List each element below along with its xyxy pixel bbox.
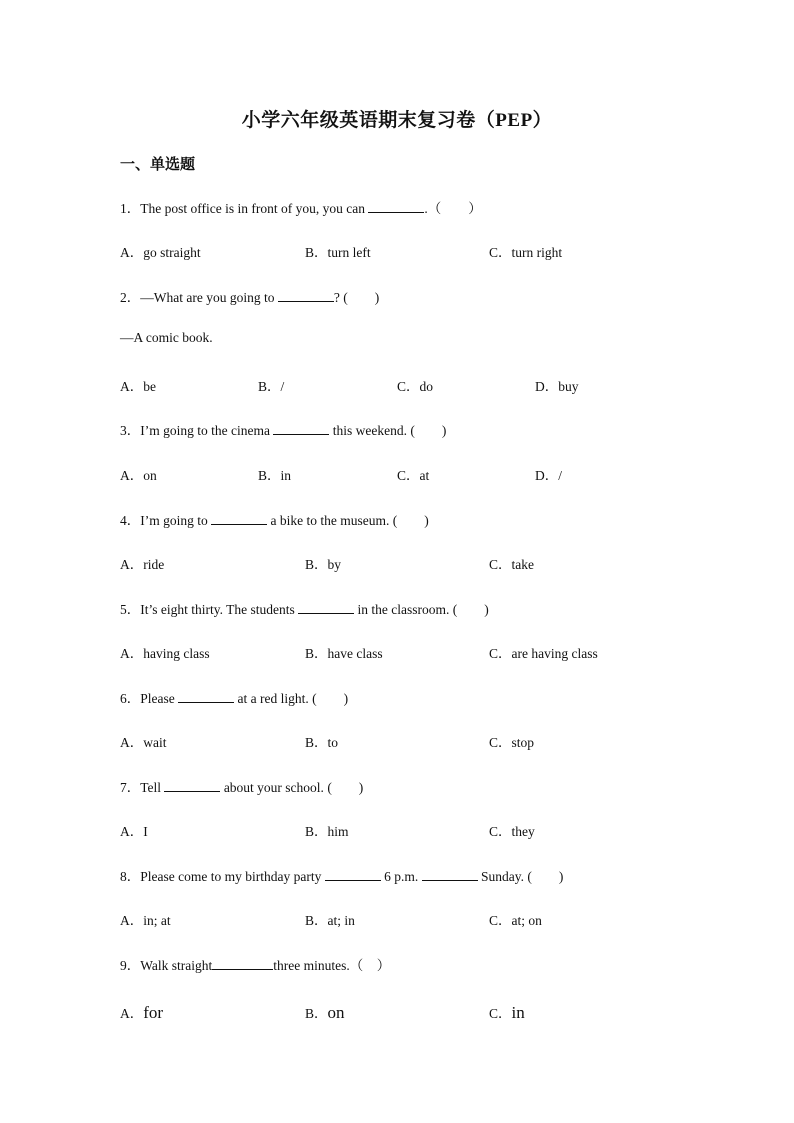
answer-paren[interactable]: ( ) <box>452 602 489 617</box>
answer-blank[interactable] <box>298 601 354 614</box>
option-text: / <box>280 379 285 394</box>
option-letter: D． <box>535 379 559 394</box>
option-letter: A． <box>120 1006 144 1021</box>
question-text-end: this weekend. <box>329 423 411 438</box>
question-text-end: ? <box>333 290 344 305</box>
answer-blank[interactable] <box>368 200 424 213</box>
option-text: buy <box>558 379 579 394</box>
option-letter: B． <box>305 557 328 572</box>
option-letter: C． <box>489 1006 512 1021</box>
answer-paren[interactable]: ( ) <box>312 691 349 706</box>
option-c[interactable] <box>489 731 534 751</box>
option-a[interactable] <box>120 553 164 573</box>
answer-paren[interactable]: ( ) <box>392 513 429 528</box>
option-letter: B． <box>305 735 328 750</box>
option-c[interactable] <box>489 642 598 662</box>
answer-paren[interactable]: （ ） <box>427 201 482 216</box>
answer-blank[interactable] <box>273 422 329 435</box>
question-number: 7． <box>120 780 141 795</box>
option-d[interactable] <box>535 375 579 395</box>
question-text-end: three minutes. <box>273 958 350 973</box>
question-5 <box>120 598 489 618</box>
question-2 <box>120 286 379 306</box>
option-text: him <box>327 824 349 839</box>
option-letter: C． <box>397 468 420 483</box>
option-letter: B． <box>305 1006 328 1021</box>
question-text: The post office is in front of you, you can <box>140 201 369 216</box>
option-c[interactable] <box>489 1002 525 1023</box>
question-text: Tell <box>140 780 165 795</box>
option-b[interactable] <box>258 375 284 395</box>
option-letter: C． <box>489 913 512 928</box>
option-letter: B． <box>305 824 328 839</box>
option-d[interactable] <box>535 464 562 484</box>
option-text: turn left <box>327 245 371 260</box>
option-a[interactable] <box>120 909 171 929</box>
answer-blank[interactable] <box>178 690 234 703</box>
answer-blank[interactable] <box>325 868 381 881</box>
option-letter: C． <box>489 824 512 839</box>
answer-paren[interactable]: ( ) <box>527 869 564 884</box>
answer-paren[interactable]: ( ) <box>327 780 364 795</box>
option-letter: A． <box>120 824 144 839</box>
option-letter: A． <box>120 735 144 750</box>
option-text: take <box>511 557 535 572</box>
option-letter: A． <box>120 245 144 260</box>
option-text: at; in <box>327 913 355 928</box>
question-2-response: —A comic book. <box>120 330 213 345</box>
option-text: they <box>511 824 535 839</box>
option-c[interactable] <box>489 241 562 261</box>
option-text: ride <box>143 557 165 572</box>
option-a[interactable] <box>120 1002 163 1023</box>
question-text-middle: 6 p.m. <box>380 869 422 884</box>
question-number: 6． <box>120 691 141 706</box>
option-text: in; at <box>143 913 171 928</box>
option-letter: A． <box>120 913 144 928</box>
option-letter: C． <box>397 379 420 394</box>
question-3 <box>120 419 446 439</box>
option-text: at <box>419 468 430 483</box>
option-letter: B． <box>258 379 281 394</box>
question-number: 3． <box>120 423 141 438</box>
option-text: at; on <box>511 913 542 928</box>
option-text: be <box>143 379 156 394</box>
option-letter: A． <box>120 646 144 661</box>
question-number: 1． <box>120 201 141 216</box>
option-b[interactable] <box>305 909 355 929</box>
question-4 <box>120 509 429 529</box>
question-number: 8． <box>120 869 141 884</box>
answer-paren[interactable]: （ ） <box>349 958 391 973</box>
question-1 <box>120 197 482 217</box>
question-text-end: about your school. <box>220 780 328 795</box>
page-title: 小学六年级英语期末复习卷（PEP） <box>241 110 553 131</box>
option-letter: A． <box>120 379 144 394</box>
question-number: 2． <box>120 290 141 305</box>
option-c[interactable] <box>489 909 542 929</box>
option-a[interactable] <box>120 731 167 751</box>
option-c[interactable] <box>397 464 429 484</box>
option-text: on <box>327 1003 345 1022</box>
option-letter: B． <box>305 646 328 661</box>
option-letter: C． <box>489 646 512 661</box>
option-text: have class <box>327 646 383 661</box>
question-text: I’m going to <box>140 513 212 528</box>
option-a[interactable] <box>120 820 148 840</box>
answer-blank-2[interactable] <box>422 868 478 881</box>
answer-paren[interactable]: ( ) <box>343 290 380 305</box>
option-b[interactable] <box>305 820 349 840</box>
option-text: turn right <box>511 245 563 260</box>
option-letter: B． <box>258 468 281 483</box>
answer-paren[interactable]: ( ) <box>410 423 447 438</box>
question-number: 4． <box>120 513 141 528</box>
option-b[interactable] <box>258 464 291 484</box>
option-text: / <box>558 468 563 483</box>
option-b[interactable] <box>305 553 341 573</box>
question-8 <box>120 865 563 885</box>
option-text: are having class <box>511 646 598 661</box>
option-text: go straight <box>143 245 201 260</box>
option-letter: C． <box>489 735 512 750</box>
question-9 <box>120 954 390 974</box>
answer-blank[interactable] <box>212 957 273 970</box>
option-c[interactable] <box>489 553 534 573</box>
question-text-end: a bike to the museum. <box>267 513 393 528</box>
question-text: Please <box>140 691 179 706</box>
option-letter: B． <box>305 913 328 928</box>
question-text: Please come to my birthday party <box>140 869 325 884</box>
question-number: 5． <box>120 602 141 617</box>
option-text: to <box>327 735 339 750</box>
option-text: having class <box>143 646 210 661</box>
option-c[interactable] <box>397 375 433 395</box>
answer-blank[interactable] <box>211 512 267 525</box>
question-text-end: . <box>424 201 428 216</box>
option-letter: D． <box>535 468 559 483</box>
question-text-end: Sunday. <box>477 869 528 884</box>
question-text: I’m going to the cinema <box>140 423 274 438</box>
question-text: It’s eight thirty. The students <box>140 602 299 617</box>
option-b[interactable] <box>305 1002 345 1023</box>
option-b[interactable] <box>305 241 371 261</box>
question-number: 9． <box>120 958 141 973</box>
option-letter: B． <box>305 245 328 260</box>
option-text: on <box>143 468 157 483</box>
question-text: —What are you going to <box>140 290 278 305</box>
option-text: for <box>143 1003 164 1022</box>
option-text: I <box>143 824 148 839</box>
option-text: do <box>419 379 434 394</box>
option-a[interactable] <box>120 241 201 261</box>
option-letter: A． <box>120 468 144 483</box>
option-a[interactable] <box>120 642 210 662</box>
option-c[interactable] <box>489 820 535 840</box>
option-text: wait <box>143 735 167 750</box>
option-a[interactable] <box>120 375 156 395</box>
question-text: Walk straight <box>140 958 213 973</box>
option-letter: C． <box>489 557 512 572</box>
answer-blank[interactable] <box>164 779 220 792</box>
answer-blank[interactable] <box>278 289 334 302</box>
option-text: in <box>511 1003 525 1022</box>
option-text: stop <box>511 735 535 750</box>
option-b[interactable] <box>305 731 338 751</box>
question-6 <box>120 687 348 707</box>
option-letter: A． <box>120 557 144 572</box>
option-text: in <box>280 468 292 483</box>
question-text-end: in the classroom. <box>354 602 453 617</box>
option-b[interactable] <box>305 642 383 662</box>
section-heading: 一、单选题 <box>120 157 196 173</box>
question-7 <box>120 776 363 796</box>
option-a[interactable] <box>120 464 157 484</box>
question-text-end: at a red light. <box>234 691 313 706</box>
option-text: by <box>327 557 342 572</box>
option-letter: C． <box>489 245 512 260</box>
